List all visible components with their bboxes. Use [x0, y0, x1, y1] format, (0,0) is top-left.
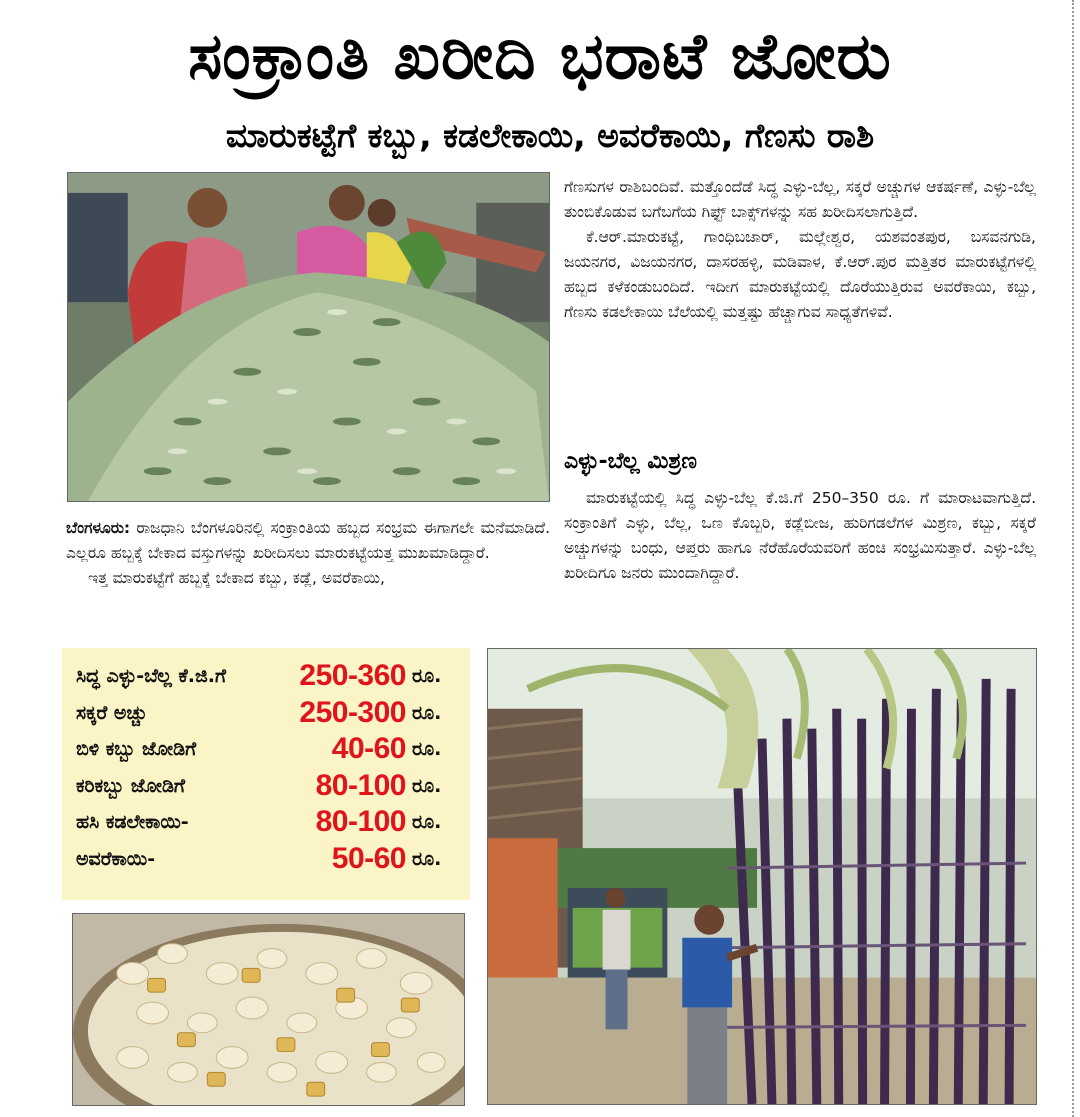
price-list-box [62, 648, 470, 900]
headline: ಸಂಕ್ರಾಂತಿ ಖರೀದಿ ಭರಾಟೆ ಜೋರು [188, 20, 892, 94]
subheadline: ಮಾರುಕಟ್ಟೆಗೆ ಕಬ್ಬು, ಕಡಲೇಕಾಯಿ, ಅವರೆಕಾಯಿ, ಗೆಣಸು ರಾಶಿ [225, 116, 875, 155]
photo-avarekayi-market [67, 172, 550, 502]
article-para1-text: ರಾಜಧಾನಿ ಬೆಂಗಳೂರಿನಲ್ಲಿ ಸಂಕ್ರಾಂತಿಯ ಹಬ್ಬದ ಸಂಭ್ರಮ ಈಗಾಗಲೇ ಮನೆಮಾಡಿದೆ. ಎಲ್ಲರೂ ಹಬ್ಬಕ್ಕೆ ಬೇಕಾದ ವಸ್ತುಗಳನ್ನು ಖರೀದಿಸಲು ಮಾರುಕಟ್ಟೆಯತ್ತ ಮುಖಮಾಡಿದ್ದಾರೆ. [66, 519, 550, 562]
price-amount: 40-60 [331, 732, 406, 766]
article-column-left [66, 516, 550, 636]
price-row [76, 695, 458, 732]
price-row [76, 658, 458, 695]
price-unit: ರೂ. [412, 774, 442, 797]
dateline: ಬೆಂಗಳೂರು: [66, 519, 131, 537]
price-amount: 50-60 [331, 841, 406, 875]
article-para4: ಮಾರುಕಟ್ಟೆಯಲ್ಲಿ ಸಿದ್ಧ ಎಳ್ಳು-ಬೆಲ್ಲ ಕೆ.ಜಿ.ಗೆ 250–350 ರೂ. ಗೆ ಮಾರಾಟವಾಗುತ್ತಿದೆ. ಸಂಕ್ರಾಂತಿಗೆ ಎಳ್ಳು, ಬೆಲ್ಲ, ಒಣ ಕೊಬ್ಬರಿ, ಕಡ್ಲೆಬೀಜ, ಹುರಿಗಡಲೆಗಳ ಮಿಶ್ರಣ, ಕಬ್ಬು, ಸಕ್ಕರೆ ಅಚ್ಚುಗಳನ್ನು ಬಂಧು, ಆಪ್ತರು ಹಾಗೂ ನೆರೆಹೊರೆಯವರಿಗೆ ಹಂಚಿ ಸಂಭ್ರಮಿಸುತ್ತಾರೆ. ಎಳ್ಳು-ಬೆಲ್ಲ ಖರೀದಿಗೂ ಜನರು ಮುಂದಾಗಿದ್ದಾರೆ. [564, 489, 1036, 582]
price-unit: ರೂ. [412, 701, 442, 724]
price-item: ಅವರೆಕಾಯಿ- [76, 847, 156, 870]
price-unit: ರೂ. [412, 665, 442, 688]
price-row [76, 731, 458, 768]
article-para1 [66, 516, 550, 566]
price-row [76, 804, 458, 841]
price-amount: 80-100 [315, 805, 406, 839]
price-row [76, 768, 458, 805]
price-item: ಕರಿಕಬ್ಬು ಜೋಡಿಗೆ [76, 774, 185, 797]
price-amount: 250-300 [299, 695, 406, 729]
price-amount: 250-360 [299, 659, 406, 693]
article-column-right-top [564, 175, 1036, 437]
article-column-right-bottom [564, 486, 1036, 636]
price-item: ಸಕ್ಕರೆ ಅಚ್ಚು [76, 701, 148, 724]
article-para2-continued: ಗೆಣಸುಗಳ ರಾಶಿಬಂದಿವೆ. ಮತ್ತೊಂದೆಡೆ ಸಿದ್ಧ ಎಳ್ಳು-ಬೆಲ್ಲ, ಸಕ್ಕರೆ ಅಚ್ಚುಗಳ ಆಕರ್ಷಣೆ, ಎಳ್ಳು-ಬೆಲ್ಲ ತುಂಬಿಕೊಡುವ ಬಗೆಬಗೆಯ ಗಿಫ್ಟ್ ಬಾಕ್ಸ್‌ಗಳನ್ನು ಸಹ ಖರೀದಿಸಲಾಗುತ್ತಿದೆ. [564, 178, 1036, 221]
price-unit: ರೂ. [412, 847, 442, 870]
article-para3: ಕೆ.ಆರ್.ಮಾರುಕಟ್ಟೆ, ಗಾಂಧಿಬಜಾರ್, ಮಲ್ಲೇಶ್ವರ, ಯಶವಂತಪುರ, ಬಸವನಗುಡಿ, ಜಯನಗರ, ವಿಜಯನಗರ, ದಾಸರಹಳ್ಳಿ, ಮಡಿವಾಳ, ಕೆ.ಆರ್.ಪುರ ಮತ್ತಿತರ ಮಾರುಕಟ್ಟೆಗಳಲ್ಲಿ ಹಬ್ಬದ ಕಳೆಕಂಡುಬಂದಿದೆ. ಇದೀಗ ಮಾರುಕಟ್ಟೆಯಲ್ಲಿ ದೊರೆಯುತ್ತಿರುವ ಅವರೆಕಾಯಿ, ಕಬ್ಬು, ಗೆಣಸು ಕಡಲೇಕಾಯಿ ಬೆಲೆಯಲ್ಲಿ ಮತ್ತಷ್ಟು ಹೆಚ್ಚಾಗುವ ಸಾಧ್ಯತೆಗಳಿವೆ. [564, 228, 1036, 321]
photo-sugarcane-market [487, 648, 1037, 1105]
price-amount: 80-100 [315, 768, 406, 802]
page-edge-rule [1072, 0, 1074, 1117]
price-item: ಹಸಿ ಕಡಲೇಕಾಯಿ- [76, 811, 189, 834]
price-item: ಬಿಳಿ ಕಬ್ಬು ಜೋಡಿಗೆ [76, 738, 197, 761]
price-item: ಸಿದ್ಧ ಎಳ್ಳು-ಬೆಲ್ಲ ಕೆ.ಜಿ.ಗೆ [76, 665, 227, 688]
section-heading: ಎಳ್ಳು-ಬೆಲ್ಲ ಮಿಶ್ರಣ [564, 449, 697, 474]
price-unit: ರೂ. [412, 811, 442, 834]
price-row [76, 841, 458, 878]
article-para2-start: ಇತ್ತ ಮಾರುಕಟ್ಟೆಗೆ ಹಬ್ಬಕ್ಕೆ ಬೇಕಾದ ಕಬ್ಬು, ಕಡ್ಲೆ, ಅವರೆಕಾಯಿ, [88, 569, 385, 587]
price-unit: ರೂ. [412, 738, 442, 761]
photo-ellu-bella-mix [72, 913, 465, 1106]
